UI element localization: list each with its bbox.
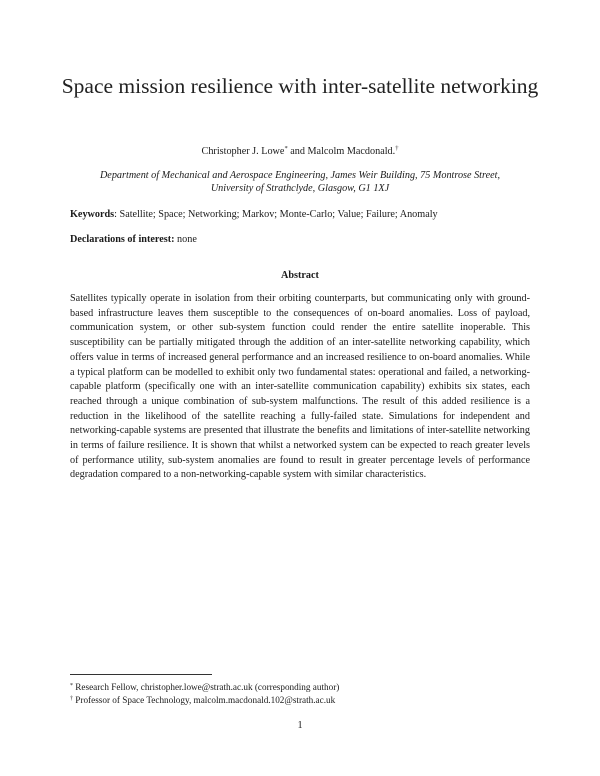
declarations-value: none	[174, 234, 197, 245]
page-number: 1	[297, 720, 303, 731]
abstract-body: Satellites typically operate in isolation from their orbiting counterparts, but communicating only with ground-based infrastructure leaves them susceptible to the consequences of on-board anomalies. Loss of payload, communication system, or other sub-system function could render the entire satellite inoperable. This susceptibility can be partially mitigated through the addition of an inter-satellite networking capability, which offers value in terms of increased general performance and an increased resilience to on-board anomalies. While a typical platform can be modelled to exhibit only two fundamental states: operational and failed, a networking-capable platform (specifically one with an inter-satellite communication capability) exhibits six states, each reached through a unique combination of sub-system malfunctions. The result of this added resilience is a reduction in the likelihood of the satellite reaching a fully-failed state. Simulations for independent and networking-capable systems are presented that illustrate the benefits and limitations of inter-satellite networking in terms of failure resilience. It is shown that whilst a networked system can be expected to reach greater levels of performance utility, sub-system anomalies are found to result in greater percentage levels of performance degradation compared to a non-networking-capable system with similar characteristics.	[70, 293, 530, 481]
author-name: Malcolm Macdonald.	[307, 146, 396, 157]
keywords-label: Keywords	[70, 209, 115, 220]
footnote-text: Professor of Space Technology, malcolm.macdonald.102@strath.ac.uk	[73, 695, 336, 705]
footnote	[70, 694, 540, 707]
keywords-value: : Satellite; Space; Networking; Markov; Monte-Carlo; Value; Failure; Anomaly	[114, 209, 438, 220]
affiliation-line: Department of Mechanical and Aerospace Engineering, James Weir Building, 75 Montrose Street,	[99, 170, 501, 181]
footnote-marker: †	[70, 696, 73, 702]
author-connector: and	[287, 146, 308, 157]
affiliation-line: University of Strathclyde, Glasgow, G1 1XJ	[210, 182, 390, 194]
paper-title: Space mission resilience with inter-satellite networking	[61, 74, 539, 98]
author-line	[60, 145, 540, 159]
footnote-text: Research Fellow, christopher.lowe@strath.ac.uk (corresponding author)	[73, 682, 340, 692]
footnote	[70, 681, 540, 694]
declarations-of-interest	[70, 233, 540, 247]
affiliation	[60, 170, 540, 195]
author-name: Christopher J. Lowe	[201, 146, 285, 157]
footnotes	[70, 681, 540, 707]
footnote-marker: *	[284, 145, 288, 152]
keywords	[70, 208, 540, 222]
footnote-marker: *	[70, 683, 73, 689]
footnote-marker: †	[395, 145, 399, 152]
footnote-divider	[70, 674, 212, 675]
abstract-heading: Abstract	[281, 270, 319, 281]
declarations-label: Declarations of interest:	[70, 234, 175, 245]
